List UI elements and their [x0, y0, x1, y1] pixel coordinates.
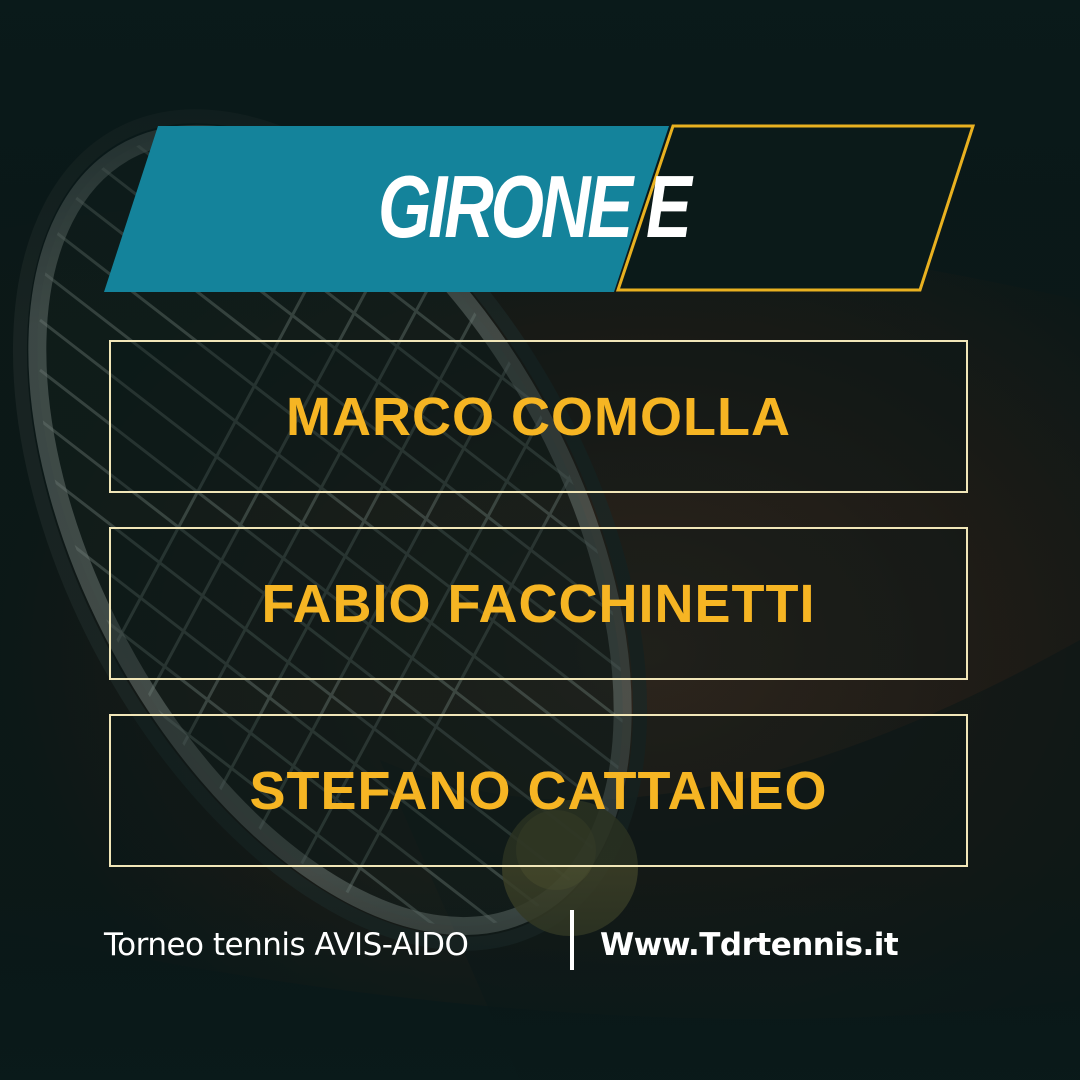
group-title-letter: E — [646, 157, 689, 256]
player-name: MARCO COMOLLA — [286, 386, 791, 447]
player-card — [109, 340, 968, 493]
footer-website: Www.Tdrtennis.it — [600, 927, 899, 963]
group-title-word: GIRONE — [378, 157, 631, 256]
player-card — [109, 714, 968, 867]
player-card — [109, 527, 968, 680]
footer-divider — [570, 910, 574, 970]
player-name: STEFANO CATTANEO — [249, 760, 828, 821]
player-name: FABIO FACCHINETTI — [261, 573, 816, 634]
footer-event-name: Torneo tennis AVIS-AIDO — [104, 927, 469, 963]
